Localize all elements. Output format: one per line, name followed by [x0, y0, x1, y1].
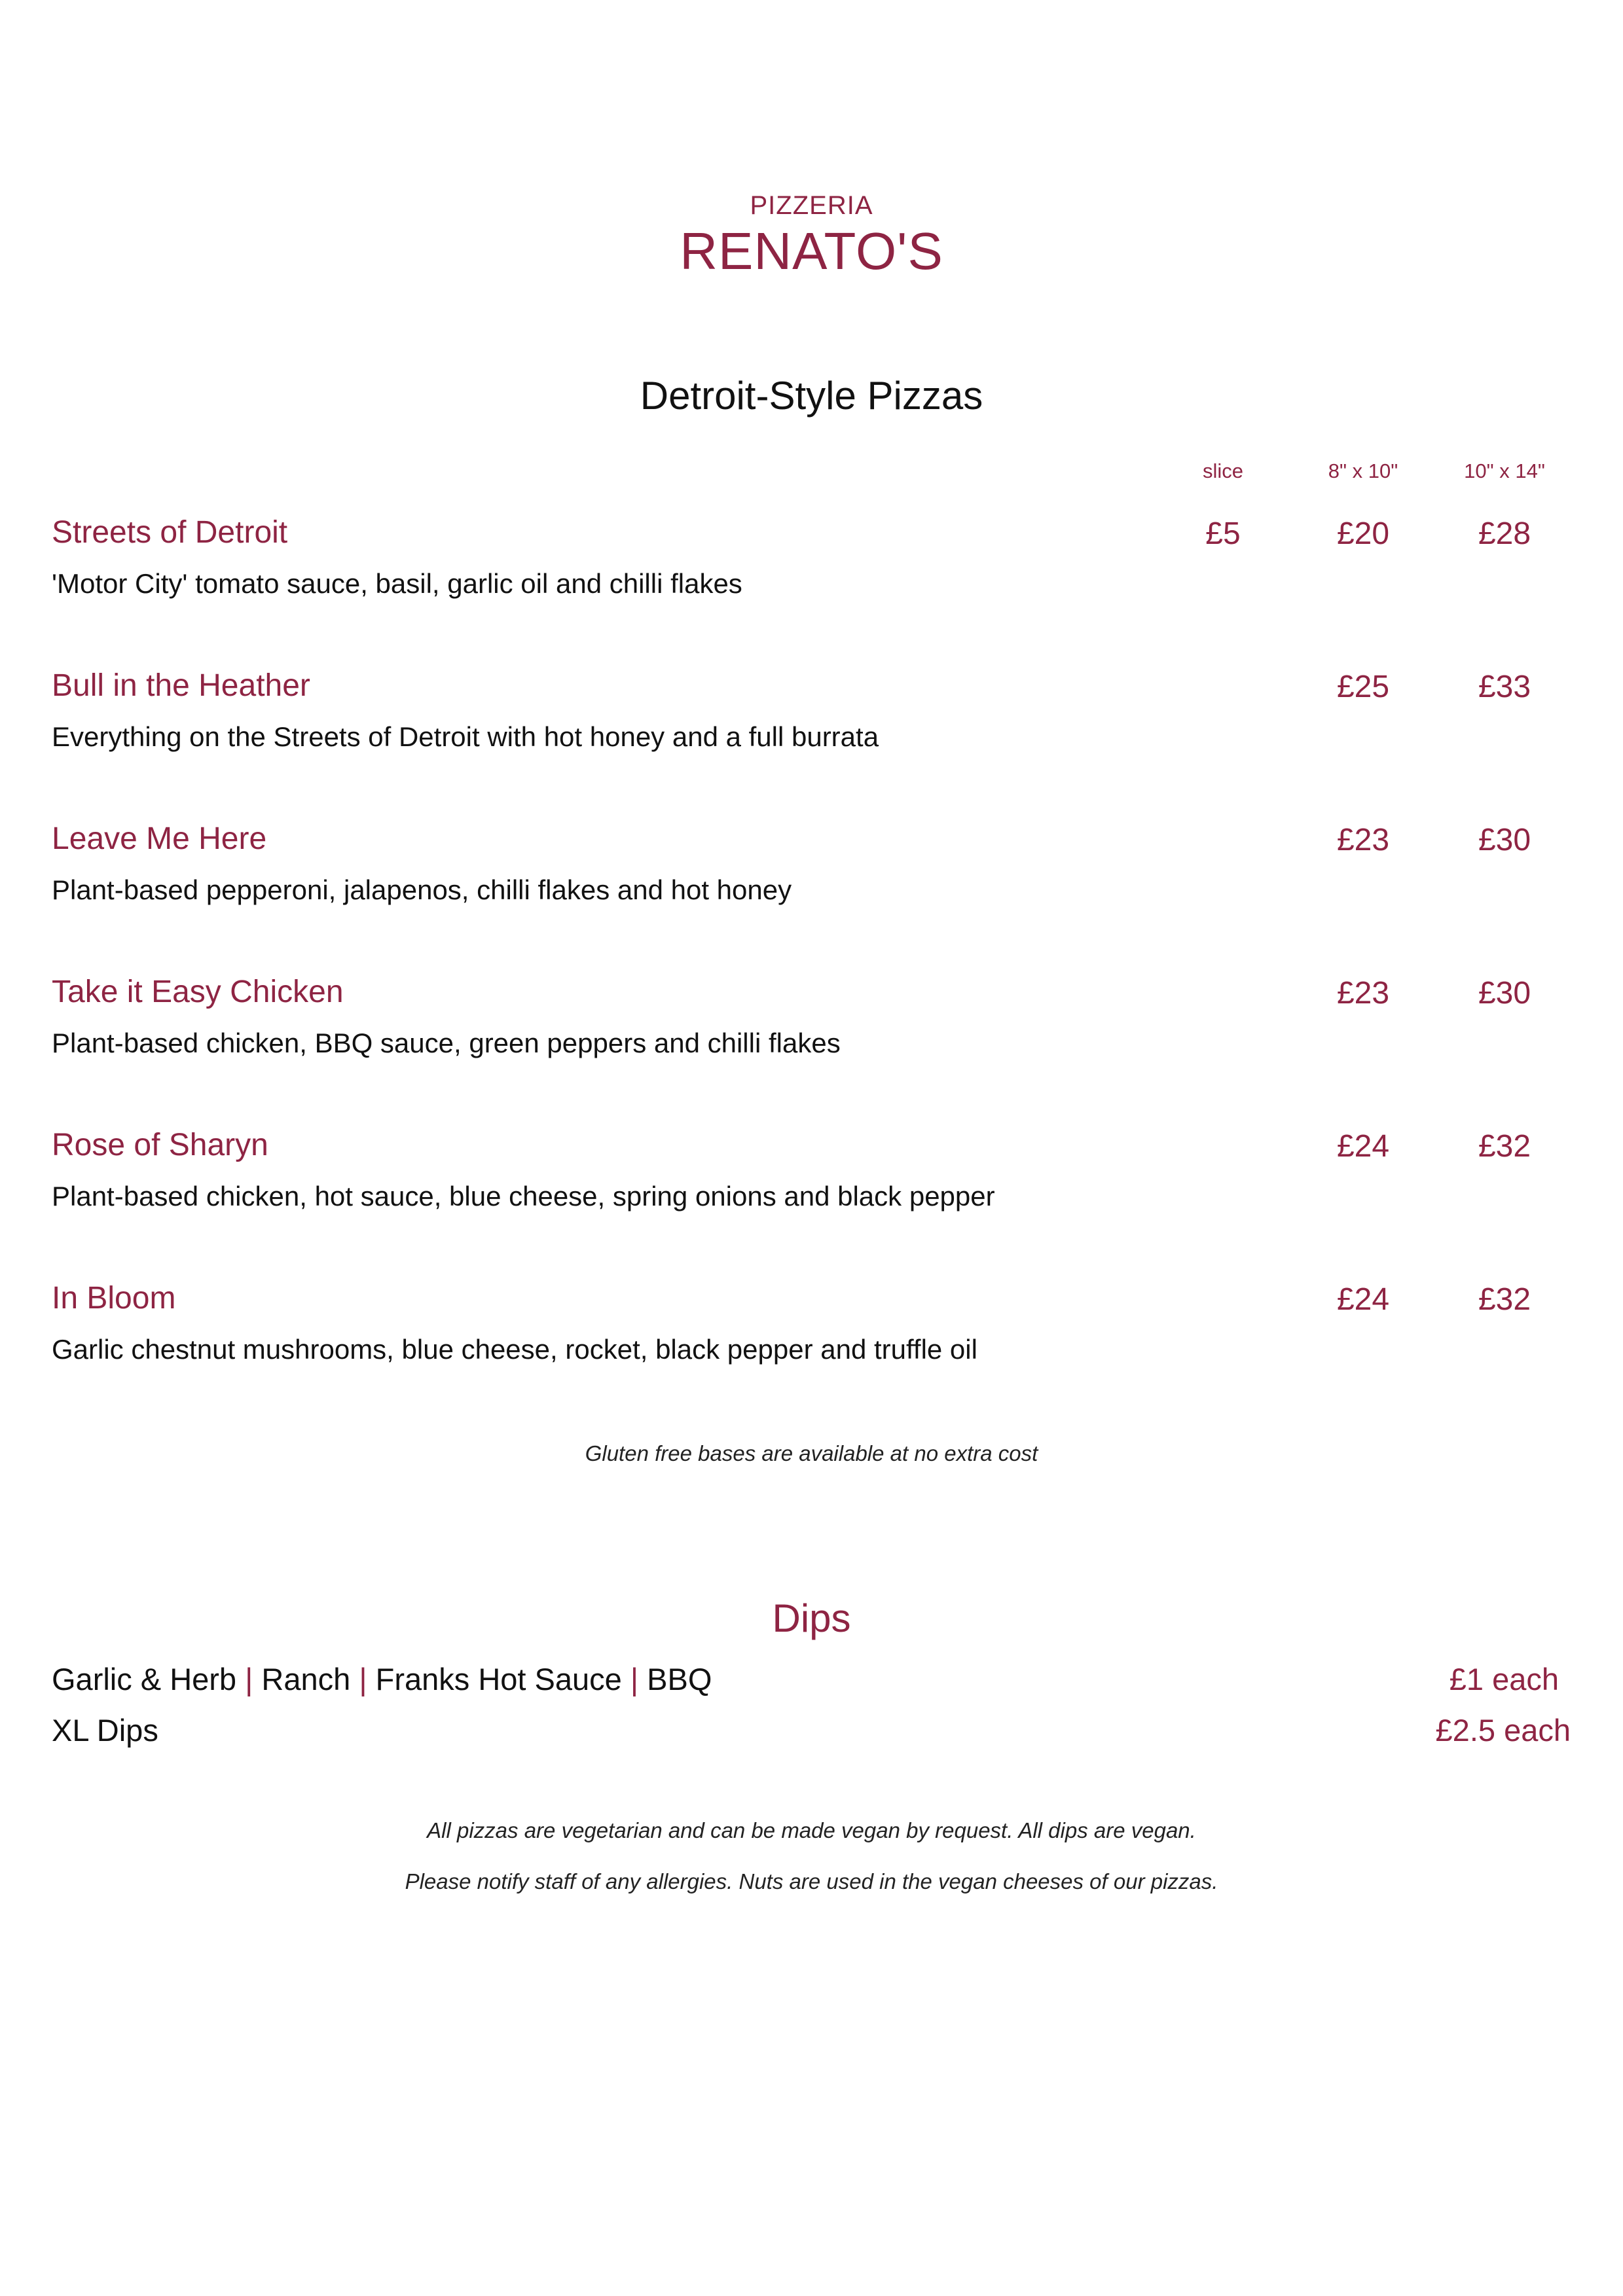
section-title: Detroit-Style Pizzas [640, 374, 983, 418]
pizza-description: Garlic chestnut mushrooms, blue cheese, rocket, black pepper and truffle oil [52, 1334, 977, 1365]
size-header-slice: slice [1202, 459, 1243, 482]
dip-item: BBQ [647, 1662, 712, 1696]
pizza-name: Take it Easy Chicken [52, 975, 344, 1009]
vegetarian-note: All pizzas are vegetarian and can be made vegan by request. All dips are vegan. [427, 1818, 1196, 1842]
price-8x10: £20 [1336, 516, 1390, 551]
price-8x10: £23 [1336, 823, 1390, 857]
dips-title: Dips [772, 1596, 851, 1640]
dip-separator: | [359, 1662, 367, 1696]
dips-row [52, 1661, 712, 1697]
restaurant-name: RENATO'S [680, 222, 943, 280]
price-8x10: £24 [1336, 1129, 1390, 1164]
price-10x14: £28 [1478, 516, 1531, 551]
pizza-description: 'Motor City' tomato sauce, basil, garlic oil and chilli flakes [52, 568, 742, 599]
pizza-description: Plant-based chicken, BBQ sauce, green peppers and chilli flakes [52, 1028, 841, 1058]
dip-separator: | [245, 1662, 253, 1696]
xl-dips-label: XL Dips [52, 1713, 158, 1748]
gluten-free-note: Gluten free bases are available at no extra cost [585, 1441, 1038, 1465]
pizza-description: Plant-based pepperoni, jalapenos, chilli flakes and hot honey [52, 874, 792, 905]
price-10x14: £30 [1478, 976, 1531, 1011]
pizza-description: Everything on the Streets of Detroit with hot honey and a full burrata [52, 721, 879, 752]
price-8x10: £25 [1336, 670, 1390, 704]
allergy-note: Please notify staff of any allergies. Nuts are used in the vegan cheeses of our pizzas. [405, 1869, 1218, 1893]
pizzeria-label: PIZZERIA [750, 191, 873, 220]
size-header-8x10: 8" x 10" [1328, 459, 1398, 482]
price-10x14: £32 [1478, 1129, 1531, 1164]
price-8x10: £24 [1336, 1282, 1390, 1317]
dip-price: £1 each [1449, 1662, 1559, 1696]
price-slice: £5 [1205, 516, 1241, 551]
pizza-name: Rose of Sharyn [52, 1128, 268, 1162]
pizza-description: Plant-based chicken, hot sauce, blue cheese, spring onions and black pepper [52, 1181, 995, 1211]
pizza-name: In Bloom [52, 1281, 176, 1316]
xl-dip-price: £2.5 each [1435, 1713, 1571, 1748]
price-10x14: £32 [1478, 1282, 1531, 1317]
price-10x14: £33 [1478, 670, 1531, 704]
pizza-name: Streets of Detroit [52, 515, 288, 550]
price-8x10: £23 [1336, 976, 1390, 1011]
price-10x14: £30 [1478, 823, 1531, 857]
size-header-10x14: 10" x 14" [1464, 459, 1545, 482]
dip-item: Garlic & Herb [52, 1662, 237, 1696]
pizza-name: Bull in the Heather [52, 668, 310, 703]
dip-item: Franks Hot Sauce [375, 1662, 622, 1696]
dip-item: Ranch [261, 1662, 351, 1696]
pizza-name: Leave Me Here [52, 821, 267, 856]
dip-separator: | [630, 1662, 639, 1696]
